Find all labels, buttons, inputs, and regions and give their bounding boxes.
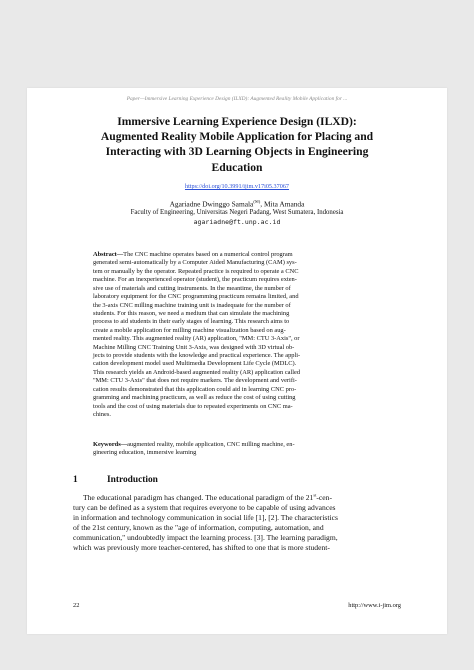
title-line: Immersive Learning Experience Design (ILXD): <box>117 115 357 128</box>
abstract-line: jects to provide students with the knowledge and practical experience. The appli- <box>93 352 301 360</box>
body-line: in information and technology communication in social life [1], [2]. The characteristics <box>73 512 338 522</box>
keywords <box>93 441 383 458</box>
body-line: communication," undoubtedly impact the learning process. [3]. The learning paradigm, <box>73 532 338 542</box>
author-name: Mita Amanda <box>263 199 305 209</box>
body-line: which was previously more teacher-centered, has shifted to one that is more student- <box>73 542 330 552</box>
abstract-line: machine. For an inexperienced operator (student), the practicum requires exten- <box>93 276 297 284</box>
abstract-line: chines. <box>93 411 111 419</box>
journal-url-link[interactable]: http://www.i-jim.org <box>348 602 401 609</box>
author-email[interactable]: agariadne@ft.unp.ac.id <box>193 218 281 226</box>
running-header: Paper—Immersive Learning Experience Design (ILXD): Augmented Reality Mobile Application for ... <box>126 96 348 102</box>
abstract-label: Abstract— <box>93 251 124 258</box>
paper-page <box>27 88 447 634</box>
abstract-line: create a mobile application for milling machine visualization based on aug- <box>93 326 286 334</box>
corresponding-author-mail-icon: (✉) <box>253 199 261 204</box>
abstract-line: sive use of materials and cutting instruments. In the meantime, the number of <box>93 284 291 292</box>
section-title: Introduction <box>107 475 158 485</box>
paper-title <box>57 114 417 175</box>
body-line: The educational paradigm has changed. The educational paradigm of the 21st-cen- <box>83 492 333 502</box>
keywords-label: Keywords— <box>93 441 128 448</box>
body-line: of the 21st century, known as the "age of information, computing, automation, and <box>73 522 324 532</box>
abstract-line: laboratory equipment for the CNC programming practicum remains limited, and <box>93 293 299 301</box>
keywords-line: Keywords—augmented reality, mobile application, CNC milling machine, en- <box>93 441 295 448</box>
abstract-line: cation results demonstrated that this application could aid in learning CNC pro- <box>93 385 297 393</box>
title-line: Education <box>211 160 263 174</box>
title-line: Interacting with 3D Learning Objects in Engineering <box>105 145 369 159</box>
title-line: Augmented Reality Mobile Application for Placing and <box>100 130 374 144</box>
author-list <box>27 199 447 208</box>
abstract-line: tools and the cost of using materials due to repeated experiments on CNC ma- <box>93 402 293 410</box>
body-paragraph <box>73 493 403 552</box>
abstract-line: students. For this reason, we need a medium that can simulate the machining <box>93 309 290 317</box>
abstract-line: the 3-axis CNC milling machine training unit is inadequate for the number of <box>93 301 291 309</box>
abstract-line: gramming and machining practicum, as well as reduce the cost of using cutting <box>93 394 296 402</box>
abstract-line: process to aid students in their early stages of learning. This research aims to <box>93 318 290 326</box>
abstract <box>93 251 383 419</box>
keywords-line: gineering education, immersive learning <box>93 449 197 457</box>
abstract-line: This research yields an Android-based augmented reality (AR) application called <box>93 368 301 376</box>
abstract-line: tem or manually by the operator. Repeated practice is required to operate a CNC <box>93 267 299 275</box>
abstract-line: Abstract—The CNC machine operates based on a numerical control program <box>93 251 293 258</box>
page-number: 22 <box>73 602 80 609</box>
abstract-line: Machine Milling CNC Training Unit 3-Axis, was designed with 3D virtual ob- <box>93 343 295 351</box>
abstract-line: generated semi-automatically by a Computer Aided Manufacturing (CAM) sys- <box>93 259 297 267</box>
section-number: 1 <box>73 475 78 485</box>
author-name: Agariadne Dwinggo Samala <box>169 199 254 209</box>
section-heading <box>73 475 158 485</box>
abstract-line: cation development model used Multimedia Development Life Cycle (MDLC). <box>93 360 297 368</box>
doi-link[interactable]: https://doi.org/10.3991/ijim.v17i05.37067 <box>184 183 290 190</box>
affiliation: Faculty of Engineering, Universitas Negeri Padang, West Sumatera, Indonesia <box>130 209 344 216</box>
abstract-line: mented reality. This augmented reality (AR) application, "MM: CTU 3-Axis", or <box>93 335 300 343</box>
body-line: tury can be defined as a system that requires everyone to be capable of using advances <box>73 502 336 512</box>
abstract-line: "MM: CTU 3-Axis" that does not require markers. The development and verifi- <box>93 377 297 385</box>
author-separator: , <box>260 199 264 209</box>
